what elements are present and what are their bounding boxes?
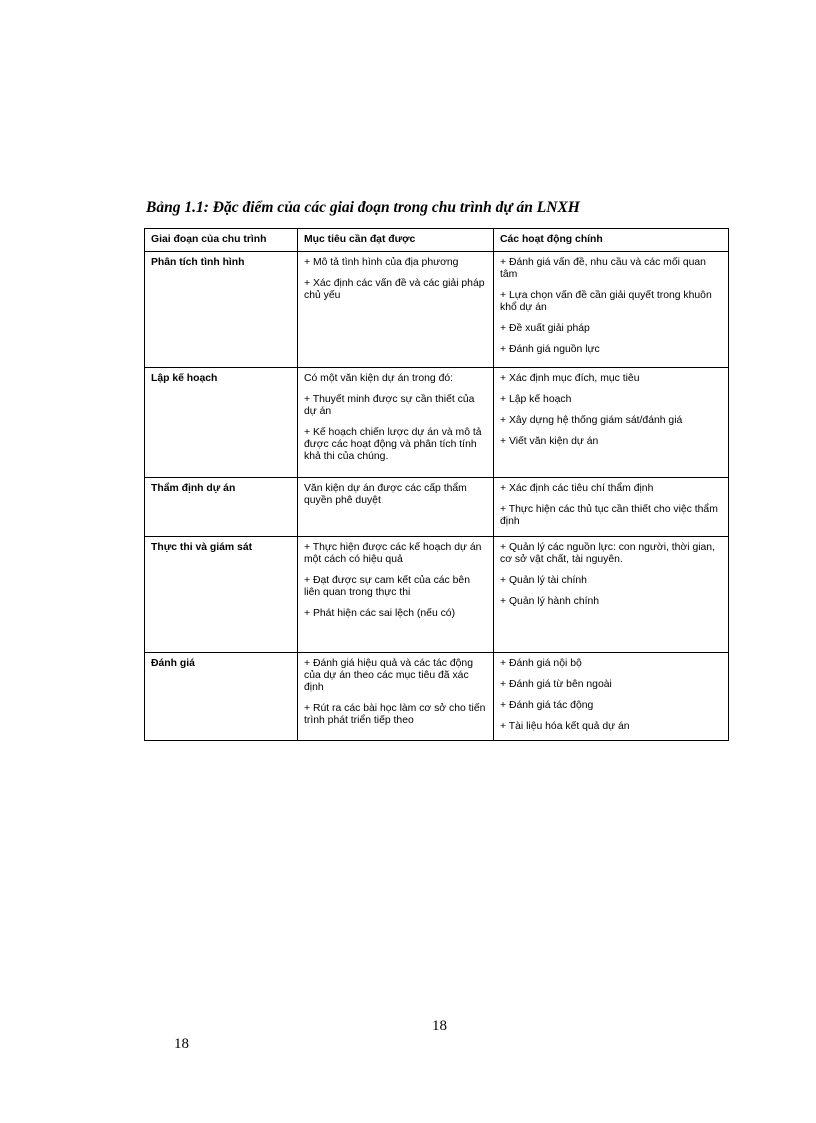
activity-item: + Tài liệu hóa kết quả dự án xyxy=(500,721,630,732)
table-row xyxy=(145,368,729,478)
goal-item: + Mô tả tình hình của địa phương xyxy=(304,257,459,268)
goals-cell xyxy=(298,252,494,368)
table-row xyxy=(145,653,729,741)
activity-item: + Xây dựng hệ thống giám sát/đánh giá xyxy=(500,415,683,426)
goal-item: + Đạt được sự cam kết của các bên liên quan trong thực thi xyxy=(304,575,470,598)
goal-item: + Rút ra các bài học làm cơ sở cho tiến trình phát triển tiếp theo xyxy=(304,703,486,726)
activities-cell xyxy=(494,252,729,368)
goal-item: + Đánh giá hiệu quả và các tác động của dự án theo các mục tiêu đã xác định xyxy=(304,658,473,693)
header-goals: Mục tiêu cần đạt được xyxy=(298,229,494,252)
activities-cell xyxy=(494,653,729,741)
table-caption: Bảng 1.1: Đặc điểm của các giai đoạn trong chu trình dự án LNXH xyxy=(146,199,580,216)
goal-item: + Xác định các vấn đề và các giải pháp chủ yếu xyxy=(304,278,485,301)
activity-item: + Xác định mục đích, mục tiêu xyxy=(500,373,640,384)
goal-item: + Kế hoạch chiến lược dự án và mô tả được các hoạt động và phân tích tính khả thi của chúng. xyxy=(304,427,482,462)
activities-cell xyxy=(494,537,729,653)
project-cycle-table xyxy=(144,228,729,741)
table-header-row xyxy=(145,229,729,252)
table-row xyxy=(145,478,729,537)
goals-cell xyxy=(298,368,494,478)
stage-cell: Phân tích tình hình xyxy=(145,252,298,368)
stage-cell: Đánh giá xyxy=(145,653,298,741)
activity-item: + Đánh giá nguồn lực xyxy=(500,344,600,355)
activity-item: + Đề xuất giải pháp xyxy=(500,323,590,334)
activity-item: + Đánh giá từ bên ngoài xyxy=(500,679,612,690)
activities-cell xyxy=(494,368,729,478)
header-stage: Giai đoạn của chu trình xyxy=(145,229,298,252)
page-number-left: 18 xyxy=(174,1036,189,1052)
stage-cell: Lập kế hoạch xyxy=(145,368,298,478)
stage-cell: Thực thi và giám sát xyxy=(145,537,298,653)
activity-item: + Xác định các tiêu chí thẩm định xyxy=(500,483,654,494)
activity-item: + Quản lý tài chính xyxy=(500,575,587,586)
table-row xyxy=(145,537,729,653)
activity-item: + Quản lý hành chính xyxy=(500,596,600,607)
table-row xyxy=(145,252,729,368)
page-number-center: 18 xyxy=(432,1018,447,1034)
activity-item: + Quản lý các nguồn lực: con người, thời gian, cơ sở vật chất, tài nguyên. xyxy=(500,542,715,565)
activity-item: + Lập kế hoạch xyxy=(500,394,572,405)
goals-cell xyxy=(298,537,494,653)
activity-item: + Viết văn kiện dự án xyxy=(500,436,599,447)
goal-item: Văn kiện dự án được các cấp thẩm quyền phê duyệt xyxy=(304,483,467,506)
goals-cell xyxy=(298,653,494,741)
activities-cell xyxy=(494,478,729,537)
goal-item: + Thực hiện được các kế hoạch dự án một cách có hiệu quả xyxy=(304,542,482,565)
activity-item: + Đánh giá nội bộ xyxy=(500,658,582,669)
goals-cell xyxy=(298,478,494,537)
goal-item: + Phát hiện các sai lệch (nếu có) xyxy=(304,608,456,619)
goal-item: Có một văn kiện dự án trong đó: xyxy=(304,373,454,384)
activity-item: + Lựa chọn vấn đề cần giải quyết trong khuôn khổ dự án xyxy=(500,290,712,313)
header-activities: Các hoạt động chính xyxy=(494,229,729,252)
activity-item: + Thực hiện các thủ tục cần thiết cho việc thẩm định xyxy=(500,504,718,527)
activity-item: + Đánh giá tác động xyxy=(500,700,594,711)
stage-cell: Thẩm định dự án xyxy=(145,478,298,537)
activity-item: + Đánh giá vấn đề, nhu cầu và các mối quan tâm xyxy=(500,257,706,280)
goal-item: + Thuyết minh được sự cần thiết của dự án xyxy=(304,394,475,417)
